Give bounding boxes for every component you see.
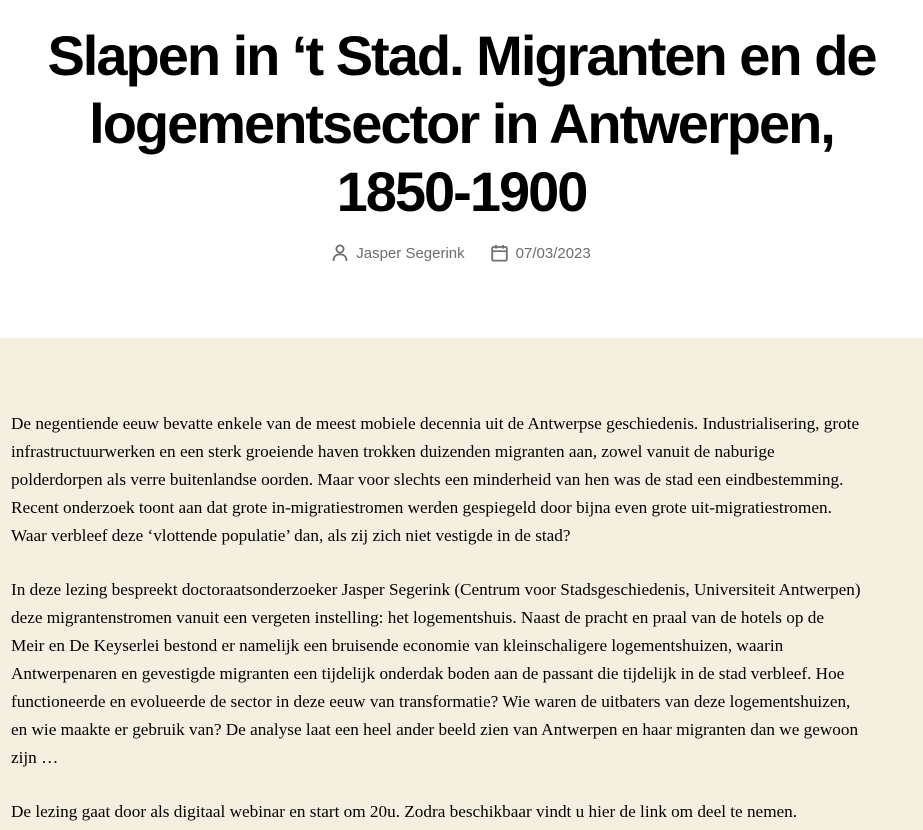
- text-line: Meir en De Keyserlei bestond er namelijk een bruisende economie van kleinschaligere logementshuizen, waarin: [11, 636, 784, 655]
- paragraph-intro: [11, 410, 913, 550]
- post-date: [491, 244, 591, 262]
- title-line: Slapen in ‘t Stad. Migranten en de: [47, 24, 876, 87]
- text-line: polderdorpen als verre buitenlandse oorden. Maar voor slechts een minderheid van hen was de stad een eindbestemming.: [11, 470, 844, 489]
- post-meta: [0, 244, 923, 262]
- page-title: [0, 22, 923, 226]
- date-link[interactable]: 07/03/2023: [515, 244, 591, 262]
- author-link[interactable]: Jasper Segerink: [356, 244, 465, 262]
- text-line: en wie maakte er gebruik van? De analyse laat een heel ander beeld zien van Antwerpen en haar migranten dan we gewoon: [11, 720, 859, 739]
- post-author: [332, 244, 464, 262]
- text-line: zijn …: [11, 748, 59, 767]
- title-line: 1850-1900: [336, 160, 587, 223]
- text-line: In deze lezing bespreekt doctoraatsonderzoeker Jasper Segerink (Centrum voor Stadsgeschiedenis, Universiteit Antwerpen): [11, 580, 861, 599]
- text-line: functioneerde en evolueerde de sector in deze eeuw van transformatie? Wie waren de uitbaters van deze logementshuizen,: [11, 692, 851, 711]
- text-line: De negentiende eeuw bevatte enkele van de meest mobiele decennia uit de Antwerpse geschiedenis. Industrialisering, grote: [11, 414, 860, 433]
- title-line: logementsector in Antwerpen,: [89, 92, 834, 155]
- text-line: Antwerpenaren en gevestigde migranten een tijdelijk onderdak boden aan de passant die tijdelijk in de stad verbleef. Hoe: [11, 664, 845, 683]
- paragraph-lecture: [11, 576, 913, 772]
- text-line: deze migrantenstromen vanuit een vergeten instelling: het logementshuis. Naast de pracht en praal van de hotels op de: [11, 608, 824, 627]
- paragraph-webinar: [11, 798, 913, 826]
- text-line: De lezing gaat door als digitaal webinar en start om 20u. Zodra beschikbaar vindt u hier de link om deel te nemen.: [11, 802, 798, 821]
- text-line: Recent onderzoek toont aan dat grote in-migratiestromen werden gespiegeld door bijna even grote uit-migratiestromen.: [11, 498, 832, 517]
- person-icon: [332, 244, 348, 262]
- article-content: [0, 338, 923, 830]
- text-line: Waar verbleef deze ‘vlottende populatie’ dan, als zij zich niet vestigde in de stad?: [11, 526, 571, 545]
- article-header: [0, 0, 923, 338]
- text-line: infrastructuurwerken en een sterk groeiende haven trokken duizenden migranten aan, zowel vanuit de naburige: [11, 442, 775, 461]
- calendar-icon: [491, 244, 508, 262]
